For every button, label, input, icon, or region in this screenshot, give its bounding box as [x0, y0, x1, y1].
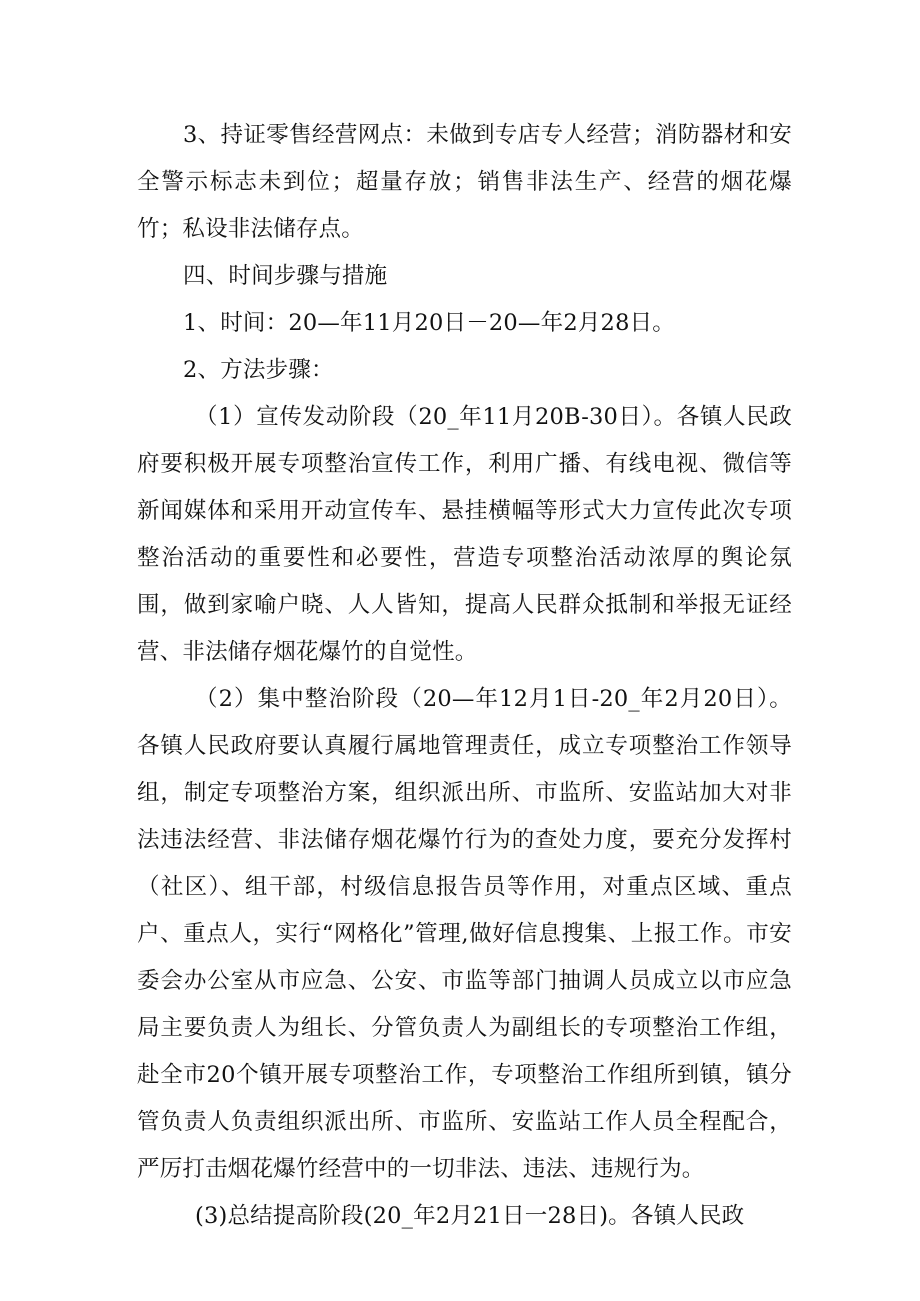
- document-page: [137, 112, 792, 1240]
- paragraph-publicity-stage: （1）宣传发动阶段（20_年11月20B-30日）。各镇人民政府要积极开展专项整治宣传工作，利用广播、有线电视、微信等新闻媒体和采用开动宣传车、悬挂横幅等形式大力宣传此次专项整治活动的重要性和必要性，营造专项整治活动浓厚的舆论氛围，做到家喻户晓、人人皆知，提高人民群众抵制和举报无证经营、非法储存烟花爆竹的自觉性。: [137, 404, 792, 665]
- section-heading-time-steps: 四、时间步骤与措施: [183, 263, 388, 289]
- paragraph-time: 1、时间：20—年11月20日－20—年2月28日。: [183, 310, 675, 336]
- paragraph-method-steps: 2、方法步骤：: [183, 357, 334, 383]
- paragraph-summary-stage: (3)总结提高阶段(20_年2月21日一28日)。各镇人民政: [195, 1203, 745, 1229]
- paragraph-retail-outlets: 3、持证零售经营网点：未做到专店专人经营；消防器材和安全警示标志未到位；超量存放；销售非法生产、经营的烟花爆竹；私设非法储存点。: [137, 122, 792, 242]
- paragraph-rectification-stage: （2）集中整治阶段（20—年12月1日-20_年2月20日）。各镇人民政府要认真履行属地管理责任，成立专项整治工作领导组，制定专项整治方案，组织派出所、市监所、安监站加大对非法违法经营、非法储存烟花爆竹行为的查处力度，要充分发挥村（社区）、组干部，村级信息报告员等作用，对重点区域、重点户、重点人，实行“网格化”管理,做好信息搜集、上报工作。市安委会办公室从市应急、公安、市监等部门抽调人员成立以市应急局主要负责人为组长、分管负责人为副组长的专项整治工作组，赴全市20个镇开展专项整治工作，专项整治工作组所到镇，镇分管负责人负责组织派出所、市监所、安监站工作人员全程配合，严厉打击烟花爆竹经营中的一切非法、违法、违规行为。: [137, 686, 792, 1182]
